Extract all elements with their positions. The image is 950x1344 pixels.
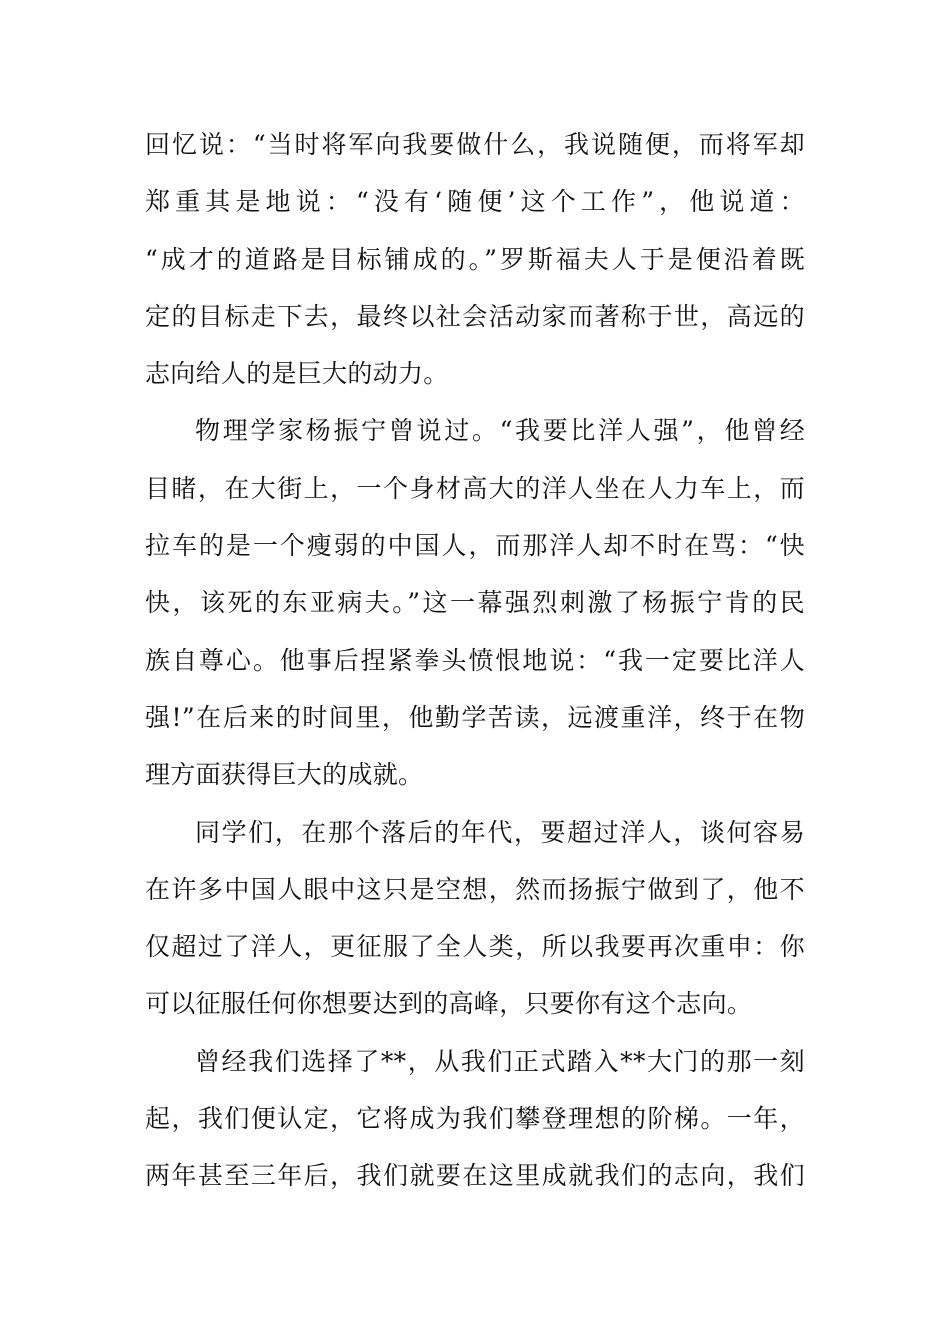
text-line: 目睹，在大街上，一个身材高大的洋人坐在人力车上，而 bbox=[145, 473, 805, 503]
text-line: 两年甚至三年后，我们就要在这里成就我们的志向，我们 bbox=[145, 1161, 805, 1191]
text-line: 志向给人的是巨大的动力。 bbox=[145, 359, 449, 389]
text-line: 理方面获得巨大的成就。 bbox=[145, 760, 424, 790]
paragraph-1 bbox=[145, 116, 805, 402]
text-line: 定的目标走下去，最终以社会活动家而著称于世，高远的 bbox=[145, 301, 805, 331]
text-line: “成才的道路是目标铺成的。”罗斯福夫人于是便沿着既 bbox=[145, 244, 805, 274]
text-line: 同学们，在那个落后的年代，要超过洋人，谈何容易 bbox=[195, 817, 805, 847]
text-line: 郑重其是地说：“没有‘随便’这个工作”，他说道： bbox=[145, 187, 805, 217]
text-line: 族自尊心。他事后捏紧拳头愤恨地说：“我一定要比洋人 bbox=[145, 645, 805, 675]
text-line: 可以征服任何你想要达到的高峰，只要你有这个志向。 bbox=[145, 989, 753, 1019]
text-line: 在许多中国人眼中这只是空想，然而扬振宁做到了，他不 bbox=[145, 874, 805, 904]
text-line: 曾经我们选择了**，从我们正式踏入**大门的那一刻 bbox=[195, 1046, 805, 1076]
document-body bbox=[145, 116, 805, 1205]
text-line: 起，我们便认定，它将成为我们攀登理想的阶梯。一年， bbox=[145, 1104, 805, 1134]
paragraph-2 bbox=[145, 402, 805, 803]
text-line: 回忆说：“当时将军向我要做什么，我说随便，而将军却 bbox=[145, 130, 805, 159]
paragraph-3 bbox=[145, 804, 805, 1033]
text-line: 拉车的是一个瘦弱的中国人，而那洋人却不时在骂：“快 bbox=[145, 531, 805, 561]
text-line: 仅超过了洋人，更征服了全人类，所以我要再次重申：你 bbox=[145, 932, 805, 962]
text-line: 快，该死的东亚病夫。”这一幕强烈刺激了杨振宁肯的民 bbox=[145, 588, 805, 618]
paragraph-4 bbox=[145, 1033, 805, 1205]
text-line: 强!”在后来的时间里，他勤学苦读，远渡重洋，终于在物 bbox=[145, 702, 805, 732]
text-line: 物理学家杨振宁曾说过。“我要比洋人强”，他曾经 bbox=[195, 416, 805, 446]
